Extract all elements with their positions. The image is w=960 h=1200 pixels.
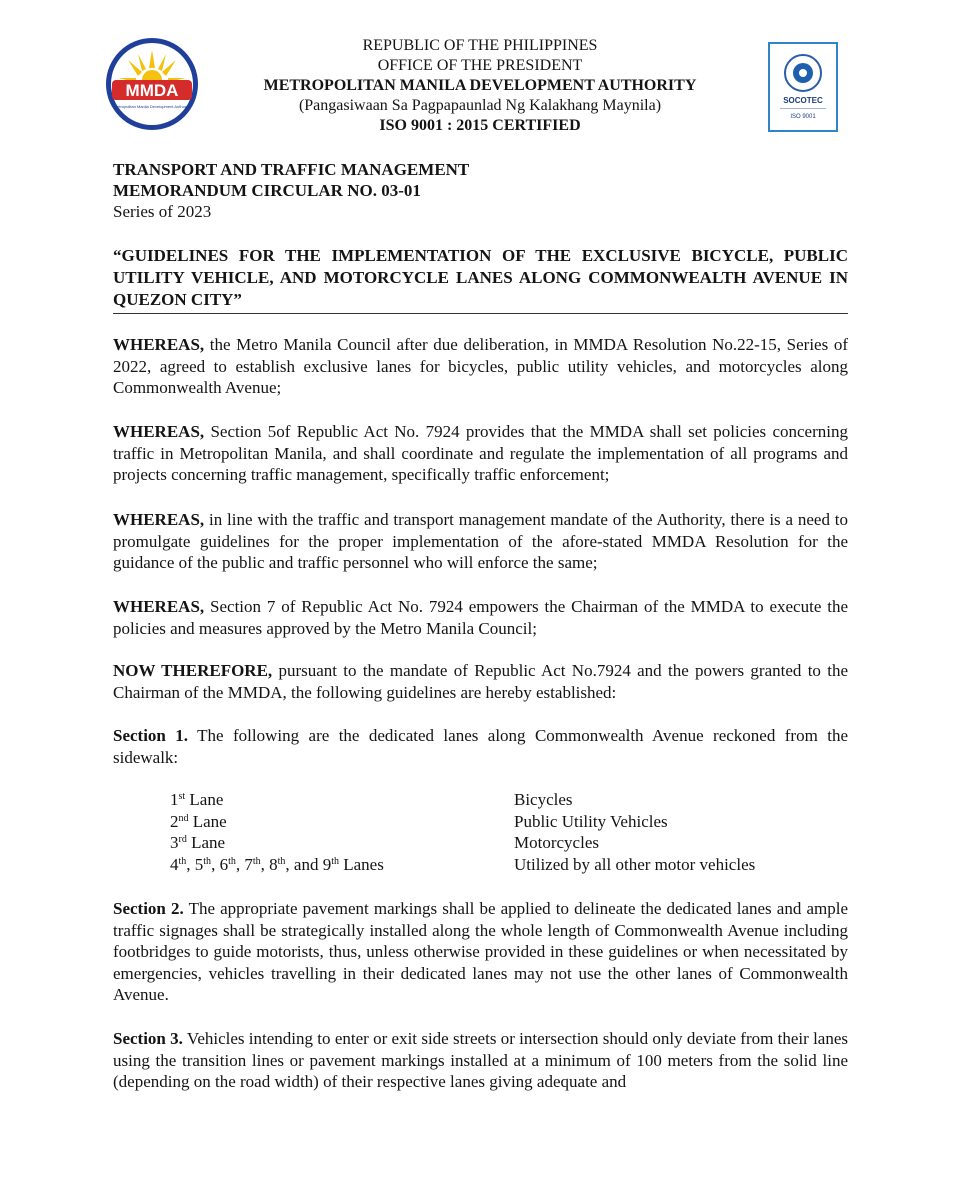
section-2-paragraph: Section 2. The appropriate pavement markings shall be applied to delineate the dedicated lanes and ample traffic signages shall be strategically installed along the whole length of Commonwealth Avenue including footbridges to guide motorists, thus, unless otherwise provided in these guidelines or when necessitated by emergencies, vehicles travelling in their dedicated lanes may not use the other lanes of Commonwealth Avenue. <box>113 899 848 1004</box>
now-therefore-paragraph: NOW THEREFORE, pursuant to the mandate of Republic Act No.7924 and the powers granted to the Chairman of the MMDA, the following guidelines are hereby established: <box>113 661 848 702</box>
letterhead <box>200 36 760 136</box>
list-item: 1st Lane Bicycles <box>170 790 573 809</box>
memo-subject: “GUIDELINES FOR THE IMPLEMENTATION OF THE EXCLUSIVE BICYCLE, PUBLIC UTILITY VEHICLE, AND MOTORCYCLE LANES ALONG COMMONWEALTH AVENUE IN QUEZON CITY” <box>113 245 848 314</box>
socotec-certification-logo <box>768 42 838 132</box>
memo-series: Series of 2023 <box>113 202 212 221</box>
memo-header <box>113 159 853 222</box>
republic-line: REPUBLIC OF THE PHILIPPINES <box>362 37 598 54</box>
mmda-logo <box>104 36 200 132</box>
office-line: OFFICE OF THE PRESIDENT <box>377 57 583 74</box>
agency-filipino-name: (Pangasiwaan Sa Pagpapaunlad Ng Kalakhang Maynila) <box>298 97 662 114</box>
list-item: 4th, 5th, 6th, 7th, 8th, and 9th Lanes Utilized by all other motor vehicles <box>170 854 756 874</box>
memo-office-line: TRANSPORT AND TRAFFIC MANAGEMENT <box>113 160 470 179</box>
socotec-standard: ISO 9001 <box>790 114 816 120</box>
mmda-logo-text: MMDA <box>125 81 179 100</box>
whereas-paragraph-3: WHEREAS, in line with the traffic and transport management mandate of the Authority, there is a need to promulgate guidelines for the proper implementation of the afore-stated MMDA Resolution for the guidance of the public and traffic personnel who will enforce the same; <box>113 510 848 572</box>
whereas-paragraph-4: WHEREAS, Section 7 of Republic Act No. 7924 empowers the Chairman of the MMDA to execute the policies and measures approved by the Metro Manila Council; <box>113 597 848 638</box>
iso-certification: ISO 9001 : 2015 CERTIFIED <box>379 117 581 134</box>
list-item: 3rd Lane Motorcycles <box>170 833 599 852</box>
whereas-paragraph-2: WHEREAS, Section 5of Republic Act No. 7924 provides that the MMDA shall set policies concerning traffic in Metropolitan Manila, and shall coordinate and regulate the implementation of all programs and projects concerning traffic management, specifically traffic enforcement; <box>113 422 848 484</box>
socotec-emblem-icon <box>784 54 822 92</box>
list-item: 2nd Lane Public Utility Vehicles <box>170 811 668 831</box>
section-3-paragraph: Section 3. Vehicles intending to enter or exit side streets or intersection should only deviate from their lanes using the transition lines or pavement markings installed at a minimum of 100 meters from the solid line (depending on the road width) of their respective lanes giving adequate and <box>113 1029 849 1091</box>
lane-assignment-list <box>170 789 850 875</box>
socotec-brand: SOCOTEC <box>783 96 823 105</box>
memo-circular-number: MEMORANDUM CIRCULAR NO. 03-01 <box>113 181 421 200</box>
whereas-paragraph-1: WHEREAS, the Metro Manila Council after due deliberation, in MMDA Resolution No.22-15, Series of 2022, agreed to establish exclusive lanes for bicycles, public utility vehicles, and motorcycles along Commonwealth Avenue; <box>113 335 848 397</box>
section-1-paragraph: Section 1. The following are the dedicated lanes along Commonwealth Avenue reckoned from the sidewalk: <box>113 726 848 767</box>
agency-name: METROPOLITAN MANILA DEVELOPMENT AUTHORITY <box>263 77 697 94</box>
mmda-logo-tagline: Metropolitan Manila Development Authority <box>113 104 191 109</box>
